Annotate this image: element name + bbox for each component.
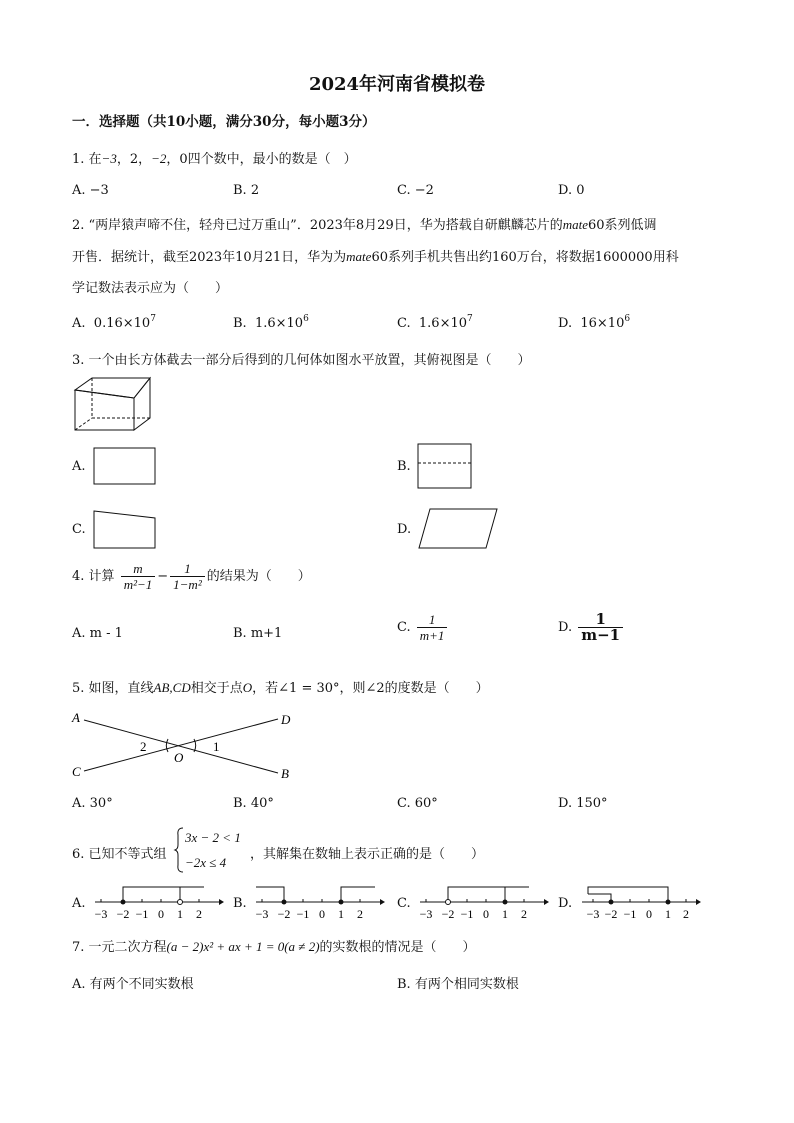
q4-minus: −	[157, 569, 169, 584]
q6b-tick-2: 2	[357, 907, 363, 921]
q2-a-label: A.	[72, 316, 86, 331]
question-6-stem-pre: 6. 已知不等式组	[72, 847, 167, 862]
q2-line1-b: 60系列低调	[588, 218, 657, 233]
q3-option-b-shape[interactable]	[417, 443, 473, 489]
q2-b-label: B.	[233, 316, 247, 331]
q1-option-b[interactable]: B. 2	[233, 183, 260, 198]
q5-option-b[interactable]: B. 40°	[233, 796, 274, 811]
q6b-tick-m2: −2	[277, 907, 291, 921]
q6c-tick-m3: −3	[419, 907, 433, 921]
q4-f2-num: 1	[184, 561, 191, 576]
q6c-tick-m1: −1	[460, 907, 474, 921]
q3-solid-figure	[72, 375, 157, 435]
q6-option-a-label[interactable]: A.	[72, 896, 86, 911]
q4-option-a[interactable]: A. m - 1	[72, 626, 123, 641]
q6a-tick-m1: −1	[135, 907, 149, 921]
q6d-tick-2: 2	[683, 907, 689, 921]
page-title: 2024年河南省模拟卷	[308, 74, 486, 95]
q6-left-brace	[174, 827, 184, 873]
question-5-stem	[72, 677, 489, 696]
q6d-tick-m2: −2	[604, 907, 618, 921]
q5-option-a[interactable]: A. 30°	[72, 796, 113, 811]
q4-option-d[interactable]	[558, 612, 625, 643]
q6a-tick-1: 1	[177, 907, 183, 921]
q1-number-1: −3	[101, 151, 117, 166]
q5-stem-pre: 5. 如图，直线	[72, 681, 154, 696]
q5-option-c[interactable]: C. 60°	[397, 796, 438, 811]
q6b-tick-m1: −1	[296, 907, 310, 921]
q3-option-d-label[interactable]: D.	[397, 522, 412, 537]
q7-stem-pre: 7. 一元二次方程	[72, 940, 167, 955]
q6c-tick-m2: −2	[441, 907, 455, 921]
question-2-line-2	[72, 246, 679, 265]
q5-angle-2: 2	[140, 739, 147, 754]
q6d-tick-0: 0	[646, 907, 652, 921]
q2-d-base: 16×10	[580, 316, 625, 331]
q5-point: O	[242, 680, 253, 695]
q6b-tick-1: 1	[338, 907, 344, 921]
q5-label-a: A	[72, 710, 80, 725]
q3-option-b-label[interactable]: B.	[397, 459, 411, 474]
q5-lines: AB,CD	[153, 680, 191, 695]
q1-option-d[interactable]: D. 0	[558, 183, 585, 198]
q2-b-exp: 6	[303, 314, 309, 324]
q1-number-2: −2	[151, 151, 167, 166]
q6b-tick-0: 0	[319, 907, 325, 921]
q2-d-label: D.	[558, 316, 573, 331]
q1-sep: ，2，	[116, 152, 152, 167]
q4-option-b[interactable]: B. m+1	[233, 626, 283, 641]
q2-mate-1: mate	[562, 217, 589, 232]
q1-stem-post: ，0四个数中，最小的数是（ ）	[166, 152, 357, 167]
q2-c-base: 1.6×10	[418, 316, 467, 331]
q3-option-a-shape[interactable]	[93, 447, 156, 485]
q4-c-label: C.	[397, 620, 411, 635]
q5-label-o: O	[174, 750, 184, 765]
question-7-stem	[72, 936, 476, 955]
q6-option-c-label[interactable]: C.	[397, 896, 411, 911]
q4-d-fraction	[578, 612, 623, 643]
q6-inequality-1: 3x − 2 < 1	[185, 830, 241, 845]
question-2-line-1	[72, 214, 657, 233]
q5-angle-1: 1	[213, 739, 220, 754]
q2-option-c[interactable]	[397, 314, 473, 331]
q6d-tick-1: 1	[665, 907, 671, 921]
q2-option-b[interactable]	[233, 314, 309, 331]
q6-option-c-numberline[interactable]	[418, 882, 548, 922]
q6c-tick-0: 0	[483, 907, 489, 921]
q6a-tick-2: 2	[196, 907, 202, 921]
q4-f1-den: m²−1	[121, 576, 156, 592]
q3-option-c-shape[interactable]	[93, 510, 156, 549]
q3-option-d-shape[interactable]	[418, 508, 498, 550]
q2-c-label: C.	[397, 316, 411, 331]
q4-stem-pre: 4. 计算	[72, 569, 115, 584]
question-4-stem	[72, 561, 311, 592]
q4-f1-num: m	[133, 561, 143, 576]
q4-d-num: 1	[595, 610, 606, 628]
q6-option-d-numberline[interactable]	[580, 882, 710, 922]
q2-c-exp: 7	[467, 314, 473, 324]
q5-label-b: B	[281, 766, 289, 781]
question-1-stem	[72, 148, 357, 167]
q2-b-base: 1.6×10	[254, 316, 304, 331]
q6d-tick-m1: −1	[623, 907, 637, 921]
q4-c-fraction	[417, 612, 448, 643]
q5-label-d: D	[281, 712, 291, 727]
q2-line2-a: 开售．据统计，截至2023年10月21日，华为为	[72, 250, 347, 265]
q4-fraction-2	[170, 561, 205, 592]
q4-c-num: 1	[428, 612, 436, 627]
q2-option-d[interactable]	[558, 314, 630, 331]
q6b-tick-m3: −3	[255, 907, 269, 921]
q6-option-b-numberline[interactable]	[254, 882, 384, 922]
q2-d-exp: 6	[624, 314, 631, 324]
q2-a-base: 0.16×10	[93, 316, 151, 331]
q6-inequality-2: −2x ≤ 4	[185, 855, 227, 870]
q5-stem-mid: 相交于点	[190, 681, 243, 696]
question-3-stem: 3. 一个由长方体截去一部分后得到的几何体如图水平放置，其俯视图是（ ）	[72, 353, 531, 368]
section-heading: 一．选择题（共10小题，满分30分，每小题3分）	[72, 114, 376, 130]
q2-line1-a: 2. “两岸猿声啼不住，轻舟已过万重山”．2023年8月29日，华为搭载自研麒麟芯片的	[72, 218, 563, 233]
q6-option-d-label[interactable]: D.	[558, 896, 573, 911]
q7-stem-post: 的实数根的情况是（ ）	[319, 940, 476, 955]
q6c-tick-2: 2	[521, 907, 527, 921]
q6c-tick-1: 1	[502, 907, 508, 921]
q6a-tick-m2: −2	[116, 907, 130, 921]
q4-stem-post: 的结果为（ ）	[206, 569, 311, 584]
q4-fraction-1	[121, 561, 156, 592]
q7-equation: (a − 2)x² + ax + 1 = 0(a ≠ 2)	[166, 939, 320, 954]
q5-stem-mid2: ，若∠1 = 30°，则∠2的度数是（ ）	[252, 681, 489, 696]
q4-option-c[interactable]	[397, 612, 449, 643]
q5-label-c: C	[72, 764, 81, 779]
question-2-line-3: 学记数法表示应为（ ）	[72, 281, 229, 296]
q3-option-c-label[interactable]: C.	[72, 522, 86, 537]
q3-option-a-label[interactable]: A.	[72, 459, 86, 474]
q6a-tick-0: 0	[158, 907, 164, 921]
q7-option-b[interactable]: B. 有两个相同实数根	[397, 977, 519, 992]
q6a-tick-m3: −3	[94, 907, 108, 921]
q2-mate-2: mate	[346, 249, 372, 264]
q2-option-a[interactable]	[72, 314, 156, 331]
q7-option-a[interactable]: A. 有两个不同实数根	[72, 977, 194, 992]
q5-intersecting-lines-figure	[70, 706, 300, 788]
q6-option-a-numberline[interactable]	[93, 882, 223, 922]
q4-d-label: D.	[558, 620, 573, 635]
q1-option-a[interactable]: A. −3	[72, 183, 109, 198]
q5-option-d[interactable]: D. 150°	[558, 796, 608, 811]
q1-option-c[interactable]: C. −2	[397, 183, 434, 198]
q2-line2-b: 60系列手机共售出约160万台，将数据1600000用科	[371, 250, 679, 265]
q4-f2-den: 1−m²	[170, 576, 205, 592]
q1-stem-pre: 1. 在	[72, 152, 102, 167]
q2-a-exp: 7	[150, 314, 156, 324]
q6-option-b-label[interactable]: B.	[233, 896, 247, 911]
question-6-stem-post: ，其解集在数轴上表示正确的是（ ）	[250, 847, 485, 862]
q4-c-den: m+1	[417, 627, 448, 643]
q6d-tick-m3: −3	[586, 907, 600, 921]
q4-d-den: m−1	[578, 627, 623, 643]
